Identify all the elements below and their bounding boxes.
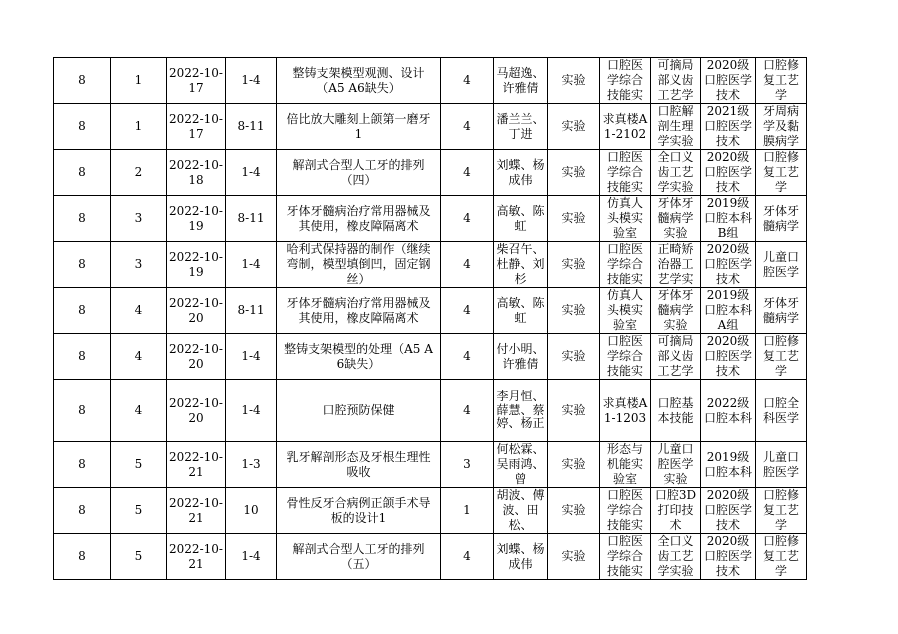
week-cell-text: 8 — [78, 73, 86, 87]
weekday-cell — [111, 150, 167, 196]
period-cell-text: 8-11 — [237, 303, 265, 317]
teacher-cell — [494, 288, 548, 334]
course-cell — [756, 534, 807, 580]
teacher-cell-text: 马超逸、许雅倩 — [496, 65, 545, 95]
lab-cell — [651, 380, 701, 442]
topic-cell-text: 口腔预防保健 — [322, 403, 395, 417]
class-cell-text: 2019级口腔本科B组 — [703, 196, 752, 240]
week-cell — [54, 242, 111, 288]
week-cell-text: 8 — [78, 349, 86, 363]
teacher-cell — [494, 488, 548, 534]
weekday-cell — [111, 242, 167, 288]
venue-cell — [600, 288, 651, 334]
topic-cell-text: 牙体牙髓病治疗常用器械及其使用，橡皮障隔离术 — [286, 203, 431, 233]
week-cell-text: 8 — [78, 211, 86, 225]
date-cell — [167, 150, 226, 196]
week-cell-text: 8 — [78, 165, 86, 179]
weekday-cell — [111, 288, 167, 334]
hours-cell-text: 4 — [463, 303, 471, 317]
weekday-cell-text: 4 — [134, 303, 143, 317]
weekday-cell — [111, 442, 167, 488]
topic-cell — [277, 150, 441, 196]
course-cell-text: 牙周病学及黏膜病学 — [762, 104, 799, 148]
weekday-cell — [111, 534, 167, 580]
class-cell-text: 2020级口腔医学技术 — [703, 58, 752, 102]
period-cell-text: 10 — [243, 503, 259, 517]
period-cell — [226, 380, 277, 442]
lab-cell — [651, 242, 701, 288]
class-cell — [701, 380, 756, 442]
topic-cell — [277, 488, 441, 534]
period-cell-text: 1-4 — [241, 257, 261, 271]
course-cell — [756, 288, 807, 334]
table-row — [54, 442, 807, 488]
class-cell-text: 2020级口腔医学技术 — [703, 242, 752, 286]
type-cell-text: 实验 — [561, 165, 586, 179]
type-cell — [548, 488, 600, 534]
weekday-cell — [111, 58, 167, 104]
period-cell — [226, 196, 277, 242]
lab-cell — [651, 196, 701, 242]
course-cell — [756, 488, 807, 534]
venue-cell-text: 形态与机能实验室 — [606, 442, 643, 486]
topic-cell — [277, 104, 441, 150]
class-cell — [701, 104, 756, 150]
lab-cell-text: 口腔解剖生理学实验 — [657, 104, 694, 148]
lab-cell-text: 全口义齿工艺学实验 — [657, 534, 694, 578]
lab-cell — [651, 288, 701, 334]
period-cell — [226, 488, 277, 534]
topic-cell — [277, 288, 441, 334]
venue-cell-text: 口腔医学综合技能实 — [606, 334, 643, 378]
lab-cell — [651, 334, 701, 380]
date-cell — [167, 104, 226, 150]
class-cell-text: 2022级口腔本科 — [703, 395, 752, 425]
type-cell — [548, 380, 600, 442]
topic-cell-text: 哈利式保持器的制作（继续弯制，模型填倒凹，固定钢丝） — [286, 242, 431, 286]
course-cell-text: 口腔全科医学 — [762, 395, 799, 425]
type-cell-text: 实验 — [561, 349, 586, 363]
week-cell — [54, 334, 111, 380]
hours-cell — [441, 380, 494, 442]
topic-cell-text: 牙体牙髓病治疗常用器械及其使用，橡皮障隔离术 — [286, 295, 431, 325]
type-cell-text: 实验 — [561, 257, 586, 271]
teacher-cell — [494, 534, 548, 580]
course-cell-text: 儿童口腔医学 — [762, 449, 799, 479]
hours-cell-text: 4 — [463, 119, 471, 133]
table-row — [54, 534, 807, 580]
topic-cell-text: 整铸支架模型观测、设计（A5 A6缺失） — [292, 65, 425, 95]
weekday-cell-text: 5 — [134, 549, 143, 563]
type-cell — [548, 442, 600, 488]
table-row — [54, 334, 807, 380]
venue-cell — [600, 334, 651, 380]
type-cell-text: 实验 — [561, 503, 586, 517]
date-cell — [167, 196, 226, 242]
venue-cell-text: 口腔医学综合技能实 — [606, 150, 643, 194]
week-cell — [54, 288, 111, 334]
teacher-cell-text: 刘蝶、杨成伟 — [496, 157, 545, 187]
class-cell — [701, 58, 756, 104]
course-cell — [756, 150, 807, 196]
week-cell-text: 8 — [78, 457, 86, 471]
teacher-cell-text: 潘兰兰、丁进 — [496, 111, 545, 141]
hours-cell — [441, 196, 494, 242]
lab-cell — [651, 488, 701, 534]
teacher-cell-text: 李月恒、薛慧、蔡婷、杨正 — [496, 390, 545, 431]
date-cell — [167, 380, 226, 442]
teacher-cell — [494, 380, 548, 442]
teacher-cell-text: 付小明、许雅倩 — [496, 341, 545, 371]
period-cell-text: 8-11 — [237, 211, 265, 225]
weekday-cell-text: 5 — [134, 457, 143, 471]
course-cell-text: 儿童口腔医学 — [762, 249, 799, 279]
date-cell-text: 2022-10-17 — [169, 65, 223, 95]
date-cell — [167, 488, 226, 534]
date-cell-text: 2022-10-17 — [169, 111, 223, 141]
period-cell-text: 1-4 — [241, 549, 261, 563]
course-cell-text: 口腔修复工艺学 — [762, 334, 799, 378]
course-cell — [756, 334, 807, 380]
course-cell-text: 口腔修复工艺学 — [762, 150, 799, 194]
week-cell — [54, 488, 111, 534]
table-row — [54, 380, 807, 442]
type-cell — [548, 150, 600, 196]
week-cell-text: 8 — [78, 403, 86, 417]
period-cell — [226, 288, 277, 334]
teacher-cell — [494, 196, 548, 242]
hours-cell-text: 4 — [463, 349, 471, 363]
weekday-cell — [111, 196, 167, 242]
week-cell-text: 8 — [78, 119, 86, 133]
venue-cell — [600, 196, 651, 242]
period-cell — [226, 104, 277, 150]
class-cell — [701, 242, 756, 288]
class-cell-text: 2021级口腔医学技术 — [703, 104, 752, 148]
week-cell — [54, 380, 111, 442]
venue-cell-text: 求真楼A1-1203 — [602, 395, 648, 425]
date-cell — [167, 242, 226, 288]
topic-cell — [277, 380, 441, 442]
venue-cell — [600, 488, 651, 534]
hours-cell — [441, 534, 494, 580]
type-cell-text: 实验 — [561, 303, 586, 317]
course-cell — [756, 442, 807, 488]
type-cell — [548, 58, 600, 104]
class-cell — [701, 288, 756, 334]
lab-cell-text: 口腔基本技能 — [657, 395, 694, 425]
date-cell-text: 2022-10-18 — [169, 157, 223, 187]
class-cell — [701, 150, 756, 196]
teacher-cell-text: 高敏、陈虹 — [496, 203, 545, 233]
class-cell — [701, 488, 756, 534]
week-cell-text: 8 — [78, 257, 86, 271]
date-cell-text: 2022-10-21 — [169, 449, 223, 479]
teacher-cell — [494, 150, 548, 196]
lab-cell — [651, 58, 701, 104]
topic-cell-text: 解剖式合型人工牙的排列（五） — [292, 541, 425, 571]
venue-cell — [600, 242, 651, 288]
weekday-cell-text: 4 — [134, 349, 143, 363]
weekday-cell-text: 4 — [134, 403, 143, 417]
type-cell — [548, 534, 600, 580]
lab-cell — [651, 442, 701, 488]
teacher-cell-text: 刘蝶、杨成伟 — [496, 541, 545, 571]
hours-cell-text: 4 — [463, 257, 471, 271]
date-cell-text: 2022-10-20 — [169, 341, 223, 371]
week-cell — [54, 150, 111, 196]
course-cell — [756, 58, 807, 104]
date-cell-text: 2022-10-19 — [169, 203, 223, 233]
topic-cell — [277, 334, 441, 380]
venue-cell — [600, 104, 651, 150]
date-cell-text: 2022-10-20 — [169, 295, 223, 325]
week-cell — [54, 196, 111, 242]
topic-cell-text: 乳牙解剖形态及牙根生理性吸收 — [286, 449, 431, 479]
type-cell — [548, 288, 600, 334]
lab-cell-text: 牙体牙髓病学实验 — [657, 288, 694, 332]
class-cell-text: 2020级口腔医学技术 — [703, 534, 752, 578]
period-cell — [226, 334, 277, 380]
table-row — [54, 58, 807, 104]
course-cell — [756, 196, 807, 242]
venue-cell-text: 仿真人头模实验室 — [606, 196, 643, 240]
class-cell-text: 2020级口腔医学技术 — [703, 334, 752, 378]
table-row — [54, 196, 807, 242]
table-row — [54, 104, 807, 150]
hours-cell-text: 4 — [463, 403, 471, 417]
week-cell — [54, 104, 111, 150]
lab-cell-text: 可摘局部义齿工艺学 — [657, 58, 694, 102]
hours-cell — [441, 150, 494, 196]
lab-cell-text: 可摘局部义齿工艺学 — [657, 334, 694, 378]
hours-cell — [441, 442, 494, 488]
teacher-cell-text: 何松霖、吴雨鸿、曾 — [496, 442, 545, 486]
venue-cell — [600, 442, 651, 488]
hours-cell — [441, 242, 494, 288]
lab-cell-text: 正畸矫治器工艺学实 — [657, 242, 694, 286]
schedule-table — [53, 57, 807, 580]
table-row — [54, 242, 807, 288]
weekday-cell-text: 5 — [134, 503, 143, 517]
type-cell — [548, 104, 600, 150]
weekday-cell — [111, 488, 167, 534]
type-cell — [548, 196, 600, 242]
course-cell — [756, 242, 807, 288]
class-cell-text: 2020级口腔医学技术 — [703, 150, 752, 194]
weekday-cell — [111, 104, 167, 150]
lab-cell — [651, 150, 701, 196]
venue-cell — [600, 58, 651, 104]
type-cell-text: 实验 — [561, 73, 586, 87]
week-cell-text: 8 — [78, 503, 86, 517]
venue-cell-text: 口腔医学综合技能实 — [606, 242, 643, 286]
class-cell-text: 2019级口腔本科A组 — [703, 288, 752, 332]
table-row — [54, 150, 807, 196]
hours-cell — [441, 58, 494, 104]
class-cell — [701, 334, 756, 380]
weekday-cell-text: 3 — [134, 257, 143, 271]
topic-cell — [277, 442, 441, 488]
date-cell — [167, 58, 226, 104]
week-cell-text: 8 — [78, 303, 86, 317]
period-cell-text: 1-4 — [241, 73, 261, 87]
topic-cell — [277, 58, 441, 104]
weekday-cell-text: 1 — [134, 119, 143, 133]
venue-cell — [600, 534, 651, 580]
period-cell — [226, 150, 277, 196]
course-cell-text: 牙体牙髓病学 — [762, 295, 799, 325]
topic-cell-text: 骨性反牙合病例正颌手术导板的设计1 — [286, 495, 431, 525]
period-cell — [226, 534, 277, 580]
period-cell — [226, 58, 277, 104]
date-cell-text: 2022-10-21 — [169, 495, 223, 525]
class-cell-text: 2020级口腔医学技术 — [703, 488, 752, 532]
teacher-cell — [494, 58, 548, 104]
table-row — [54, 288, 807, 334]
lab-cell-text: 儿童口腔医学实验 — [657, 442, 694, 486]
week-cell — [54, 534, 111, 580]
hours-cell — [441, 288, 494, 334]
venue-cell-text: 口腔医学综合技能实 — [606, 488, 643, 532]
weekday-cell-text: 3 — [134, 211, 143, 225]
hours-cell-text: 4 — [463, 211, 471, 225]
date-cell — [167, 534, 226, 580]
hours-cell — [441, 334, 494, 380]
date-cell — [167, 288, 226, 334]
week-cell — [54, 442, 111, 488]
type-cell-text: 实验 — [561, 403, 586, 417]
type-cell-text: 实验 — [561, 549, 586, 563]
venue-cell-text: 仿真人头模实验室 — [606, 288, 643, 332]
course-cell-text: 口腔修复工艺学 — [762, 58, 799, 102]
teacher-cell — [494, 334, 548, 380]
period-cell-text: 1-3 — [241, 457, 261, 471]
hours-cell-text: 1 — [463, 503, 471, 517]
class-cell — [701, 534, 756, 580]
venue-cell-text: 口腔医学综合技能实 — [606, 534, 643, 578]
teacher-cell — [494, 104, 548, 150]
date-cell-text: 2022-10-21 — [169, 541, 223, 571]
hours-cell-text: 3 — [463, 457, 471, 471]
period-cell — [226, 442, 277, 488]
date-cell — [167, 334, 226, 380]
teacher-cell-text: 柴召午、杜静、刘杉 — [496, 242, 545, 286]
class-cell — [701, 442, 756, 488]
venue-cell — [600, 150, 651, 196]
type-cell-text: 实验 — [561, 457, 586, 471]
topic-cell — [277, 534, 441, 580]
teacher-cell-text: 高敏、陈虹 — [496, 295, 545, 325]
weekday-cell — [111, 334, 167, 380]
table-row — [54, 488, 807, 534]
lab-cell-text: 口腔3D打印技术 — [654, 488, 697, 532]
hours-cell-text: 4 — [463, 549, 471, 563]
topic-cell-text: 整铸支架模型的处理（A5 A6缺失） — [284, 341, 433, 371]
topic-cell-text: 倍比放大雕刻上颌第一磨牙1 — [286, 111, 431, 141]
course-cell — [756, 104, 807, 150]
lab-cell-text: 全口义齿工艺学实验 — [657, 150, 694, 194]
venue-cell-text: 求真楼A1-2102 — [602, 111, 648, 141]
hours-cell — [441, 104, 494, 150]
lab-cell — [651, 534, 701, 580]
topic-cell-text: 解剖式合型人工牙的排列（四） — [292, 157, 425, 187]
weekday-cell-text: 1 — [134, 73, 143, 87]
lab-cell-text: 牙体牙髓病学实验 — [657, 196, 694, 240]
period-cell-text: 1-4 — [241, 165, 261, 179]
topic-cell — [277, 196, 441, 242]
date-cell — [167, 442, 226, 488]
course-cell-text: 牙体牙髓病学 — [762, 203, 799, 233]
type-cell — [548, 334, 600, 380]
week-cell — [54, 58, 111, 104]
weekday-cell — [111, 380, 167, 442]
period-cell-text: 1-4 — [241, 403, 261, 417]
course-cell-text: 口腔修复工艺学 — [762, 488, 799, 532]
venue-cell — [600, 380, 651, 442]
lab-cell — [651, 104, 701, 150]
course-cell — [756, 380, 807, 442]
period-cell-text: 1-4 — [241, 349, 261, 363]
teacher-cell-text: 胡波、傅波、田松、 — [496, 488, 545, 532]
week-cell-text: 8 — [78, 549, 86, 563]
type-cell-text: 实验 — [561, 119, 586, 133]
topic-cell — [277, 242, 441, 288]
venue-cell-text: 口腔医学综合技能实 — [606, 58, 643, 102]
period-cell — [226, 242, 277, 288]
date-cell-text: 2022-10-19 — [169, 249, 223, 279]
date-cell-text: 2022-10-20 — [169, 395, 223, 425]
hours-cell-text: 4 — [463, 73, 471, 87]
type-cell-text: 实验 — [561, 211, 586, 225]
hours-cell-text: 4 — [463, 165, 471, 179]
teacher-cell — [494, 242, 548, 288]
type-cell — [548, 242, 600, 288]
class-cell — [701, 196, 756, 242]
course-cell-text: 口腔修复工艺学 — [762, 534, 799, 578]
period-cell-text: 8-11 — [237, 119, 265, 133]
hours-cell — [441, 488, 494, 534]
class-cell-text: 2019级口腔本科 — [703, 449, 752, 479]
teacher-cell — [494, 442, 548, 488]
weekday-cell-text: 2 — [134, 165, 143, 179]
